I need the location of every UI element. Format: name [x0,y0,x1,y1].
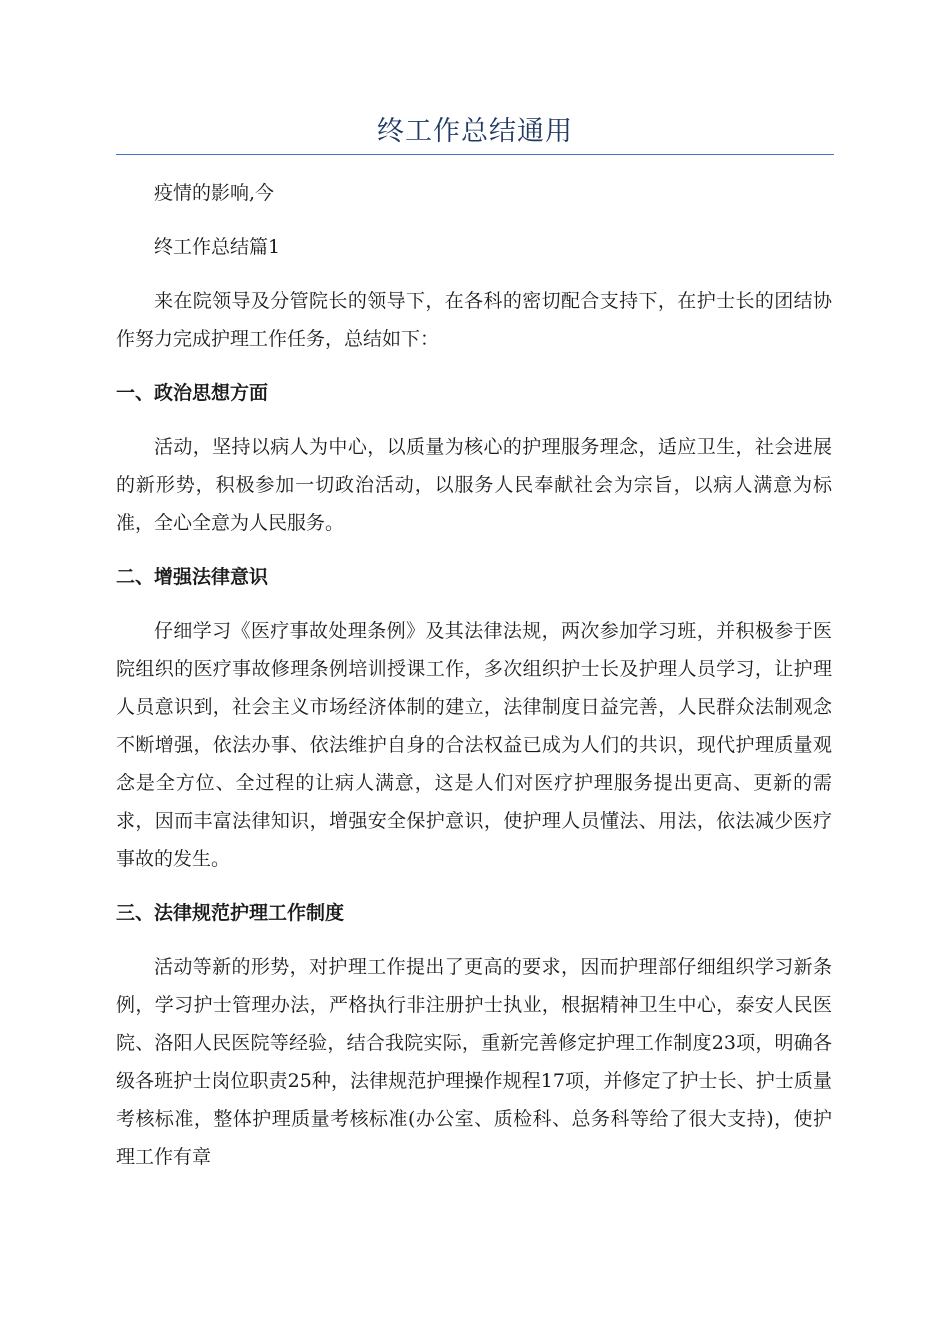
section-body-law-awareness: 仔细学习《医疗事故处理条例》及其法律法规，两次参加学习班，并积极参于医院组织的医疗事故修理条例培训授课工作，多次组织护士长及护理人员学习，让护理人员意识到，社会主义市场经济体制的建立，法律制度日益完善，人民群众法制观念不断增强，依法办事、依法维护自身的合法权益已成为人们的共识，现代护理质量观念是全方位、全过程的让病人满意，这是人们对医疗护理服务提出更高、更新的需求，因而丰富法律知识，增强安全保护意识，使护理人员懂法、用法，依法减少医疗事故的发生。 [116,620,832,870]
section-body-politics: 活动，坚持以病人为中心，以质量为核心的护理服务理念，适应卫生，社会进展的新形势，积极参加一切政治活动，以服务人民奉献社会为宗旨，以病人满意为标准，全心全意为人民服务。 [116,436,832,534]
section-heading-politics: 一、政治思想方面 [116,382,269,404]
document-title: 终工作总结通用 [377,116,573,147]
intro-paragraph: 疫情的影响,今 [154,182,275,204]
section-heading-law-awareness: 二、增强法律意识 [116,566,269,588]
opening-paragraph: 来在院领导及分管院长的领导下，在各科的密切配合支持下，在护士长的团结协作努力完成护理工作任务，总结如下： [116,290,832,350]
section-body-work-rules: 活动等新的形势，对护理工作提出了更高的要求，因而护理部仔细组织学习新条例，学习护士管理办法，严格执行非注册护士执业，根据精神卫生中心，泰安人民医院、洛阳人民医院等经验，结合我院实际，重新完善修定护理工作制度23项，明确各级各班护士岗位职责25种，法律规范护理操作规程17项，并修定了护士长、护士质量考核标准，整体护理质量考核标准(办公室、质检科、总务科等给了很大支持)，使护理工作有章 [116,956,832,1168]
section-heading-work-rules: 三、法律规范护理工作制度 [116,902,345,924]
title-divider [116,154,834,155]
subtitle-paragraph: 终工作总结篇1 [154,236,281,258]
document-body [116,174,832,1176]
